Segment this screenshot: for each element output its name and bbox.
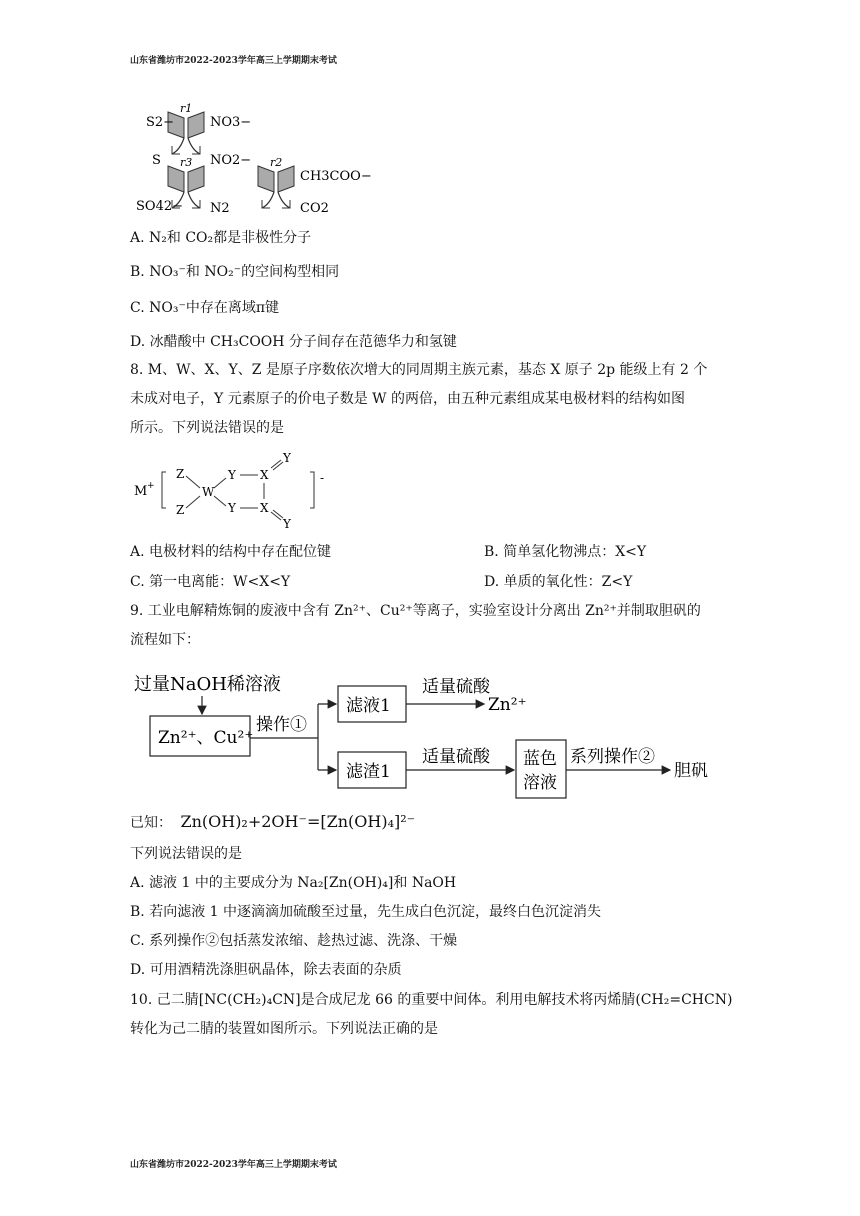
- acid1-label: 适量硫酸: [422, 677, 490, 697]
- q10-stem-line2: 转化为己二腈的装置如图所示。下列说法正确的是: [130, 1021, 438, 1037]
- z-top-label: Z: [176, 467, 185, 481]
- blue-solution-line2: 溶液: [523, 773, 557, 793]
- q9-option-b: B. 若向滤液 1 中逐滴滴加硫酸至过量，先生成白色沉淀，最终白色沉淀消失: [130, 904, 601, 920]
- electrode-structure-figure: [130, 450, 340, 532]
- y-dbl-top-label: Y: [283, 451, 291, 465]
- product-label: 胆矾: [674, 761, 708, 781]
- q8-option-a: A. 电极材料的结构中存在配位键: [130, 544, 332, 560]
- r3-label: r3: [180, 156, 193, 169]
- process-flow-figure: [130, 666, 720, 806]
- w-label: W: [202, 485, 215, 499]
- y-bottom-label: Y: [228, 501, 236, 515]
- q7-option-b: B. NO₃⁻和 NO₂⁻的空间构型相同: [130, 264, 340, 280]
- no3-label: NO3−: [210, 115, 252, 130]
- n2-label: N2: [210, 201, 230, 216]
- y-top-label: Y: [228, 468, 236, 482]
- y-dbl-bottom-label: Y: [283, 517, 291, 531]
- co2-label: CO2: [300, 201, 329, 216]
- m-cation-charge: +: [147, 481, 155, 491]
- q9-stem: 下列说法错误的是: [130, 846, 242, 862]
- blue-solution-line1: 蓝色: [523, 749, 557, 769]
- residue1-label: 滤渣1: [346, 762, 391, 782]
- r2-label: r2: [270, 156, 283, 169]
- q8-option-c: C. 第一电离能：W<X<Y: [130, 574, 291, 590]
- q7-option-d: D. 冰醋酸中 CH₃COOH 分子间存在范德华力和氢键: [130, 334, 457, 350]
- q9-option-a: A. 滤液 1 中的主要成分为 Na₂[Zn(OH)₄]和 NaOH: [130, 875, 457, 891]
- enzyme-reaction-figure: [130, 100, 380, 222]
- q9-known: [130, 812, 415, 833]
- acid2-label: 适量硫酸: [422, 747, 490, 767]
- known-label: 已知：: [130, 815, 172, 831]
- ch3coo-label: CH3COO−: [300, 169, 372, 184]
- q8-stem-line1: 8. M、W、X、Y、Z 是原子序数依次增大的同周期主族元素，基态 X 原子 2p 能级上有 2 个: [130, 362, 708, 378]
- q9-option-d: D. 可用酒精洗涤胆矾晶体，除去表面的杂质: [130, 962, 402, 978]
- so4-label: SO42−: [136, 199, 183, 214]
- q9-option-c: C. 系列操作②包括蒸发浓缩、趁热过滤、洗涤、干燥: [130, 933, 458, 949]
- q10-stem-line1: 10. 己二腈[NC(CH₂)₄CN]是合成尼龙 66 的重要中间体。利用电解技术将丙烯腈(CH₂=CHCN): [130, 992, 733, 1008]
- filtrate1-label: 滤液1: [346, 696, 391, 716]
- q9-stem-line1: 9. 工业电解精炼铜的废液中含有 Zn²⁺、Cu²⁺等离子，实验室设计分离出 Zn²⁺并制取胆矾的: [130, 603, 701, 619]
- q8-stem-line2: 未成对电子，Y 元素原子的价电子数是 W 的两倍，由五种元素组成某电极材料的结构如图: [130, 391, 685, 407]
- s2-label: S2−: [146, 115, 175, 130]
- z-bottom-label: Z: [176, 503, 185, 517]
- op2-label: 系列操作②: [570, 747, 655, 767]
- m-cation-label: M: [134, 484, 148, 499]
- no2-label: NO2−: [210, 153, 252, 168]
- q8-stem-line3: 所示。下列说法错误的是: [130, 420, 284, 436]
- q9-stem-line2: 流程如下：: [130, 632, 200, 648]
- naoh-label: 过量NaOH稀溶液: [134, 674, 281, 695]
- known-equation: Zn(OH)₂+2OH⁻=[Zn(OH)₄]²⁻: [180, 812, 416, 831]
- start-label: Zn²⁺、Cu²⁺: [158, 728, 254, 748]
- op1-label: 操作①: [256, 715, 307, 735]
- x-top-label: X: [260, 468, 269, 482]
- x-bottom-label: X: [260, 501, 269, 515]
- q8-option-d: D. 单质的氧化性：Z<Y: [484, 574, 633, 590]
- q7-option-c: C. NO₃⁻中存在离域π键: [130, 300, 280, 316]
- zn-product-label: Zn²⁺: [488, 695, 527, 715]
- page-header: 山东省潍坊市2022-2023学年高三上学期期末考试: [130, 56, 337, 66]
- page-footer: 山东省潍坊市2022-2023学年高三上学期期末考试: [130, 1160, 337, 1170]
- anion-charge: -: [320, 471, 325, 485]
- q8-option-b: B. 简单氢化物沸点：X<Y: [484, 544, 647, 560]
- s-label: S: [152, 153, 161, 168]
- q7-option-a: A. N₂和 CO₂都是非极性分子: [130, 230, 312, 246]
- r1-label: r1: [180, 102, 193, 115]
